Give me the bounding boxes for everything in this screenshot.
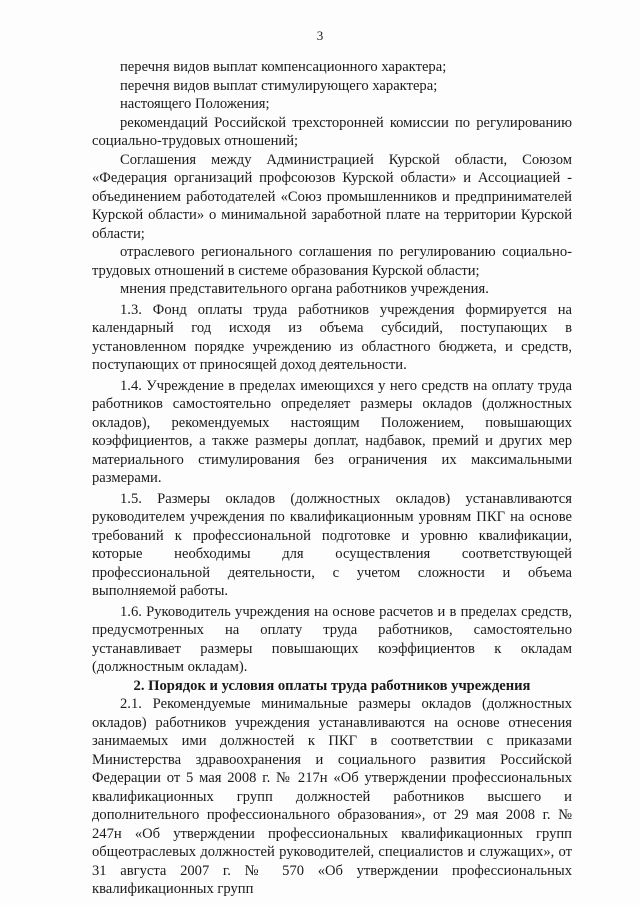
page-number: 3	[316, 28, 324, 43]
paragraph-1-3: 1.3. Фонд оплаты труда работников учреждения формируется на календарный год исходя из объема субсидий, поступающих в установленном порядке учреждению из областного бюджета, и средств, поступающих от приносящей доход деятельности.	[92, 301, 572, 373]
paragraph: мнения представительного органа работников учреждения.	[120, 281, 489, 297]
document-body	[92, 58, 572, 899]
paragraph-1-5: 1.5. Размеры окладов (должностных окладов) устанавливаются руководителем учреждения по квалификационным уровням ПКГ на основе требований к профессиональной подготовке и уровню квалификации, которые необходимы для осуществления соответствующей профессиональной деятельности, с учетом сложности и объема выполняемой работы.	[92, 490, 572, 599]
paragraph-1-4: 1.4. Учреждение в пределах имеющихся у него средств на оплату труда работников самостоятельно определяет размеры окладов (должностных окладов), рекомендуемых настоящим Положением, повышающих коэффициентов, а также размеры доплат, надбавок, премий и других мер материального стимулирования без ограничения их максимальными размерами.	[92, 377, 572, 486]
paragraph: перечня видов выплат компенсационного характера;	[120, 59, 447, 75]
paragraph: отраслевого регионального соглашения по регулированию социально-трудовых отношений в системе образования Курской области;	[92, 244, 572, 279]
section-heading: 2. Порядок и условия оплаты труда работников учреждения	[133, 677, 531, 694]
paragraph-1-6: 1.6. Руководитель учреждения на основе расчетов и в пределах средств, предусмотренных на оплату труда работников, самостоятельно устанавливает размеры повышающих коэффициентов к окладам (должностным окладам).	[92, 603, 572, 675]
paragraph-2-1: 2.1. Рекомендуемые минимальные размеры окладов (должностных окладов) работников учреждения устанавливаются на основе отнесения занимаемых ими должностей к ПКГ в соответствии с приказами Министерства здравоохранения и социального развития Российской Федерации от 5 мая 2008 г. № 217н «Об утверждении профессиональных квалификационных групп должностей работников высшего и дополнительного профессионального образования», от 29 мая 2008 г. № 247н «Об утверждении профессиональных квалификационных групп общеотраслевых должностей руководителей, специалистов и служащих», от 31 августа 2007 г. № 570 «Об утверждении профессиональных квалификационных групп	[92, 696, 572, 897]
paragraph: рекомендаций Российской трехсторонней комиссии по регулированию социально-трудовых отношений;	[92, 114, 572, 149]
paragraph: Соглашения между Администрацией Курской области, Союзом «Федерация организаций профсоюзов Курской области» и Ассоциацией - объединением работодателей «Союз промышленников и предпринимателей Курской области» о минимальной заработной плате на территории Курской области;	[92, 151, 572, 242]
paragraph: настоящего Положения;	[120, 96, 270, 112]
paragraph: перечня видов выплат стимулирующего характера;	[120, 77, 438, 94]
